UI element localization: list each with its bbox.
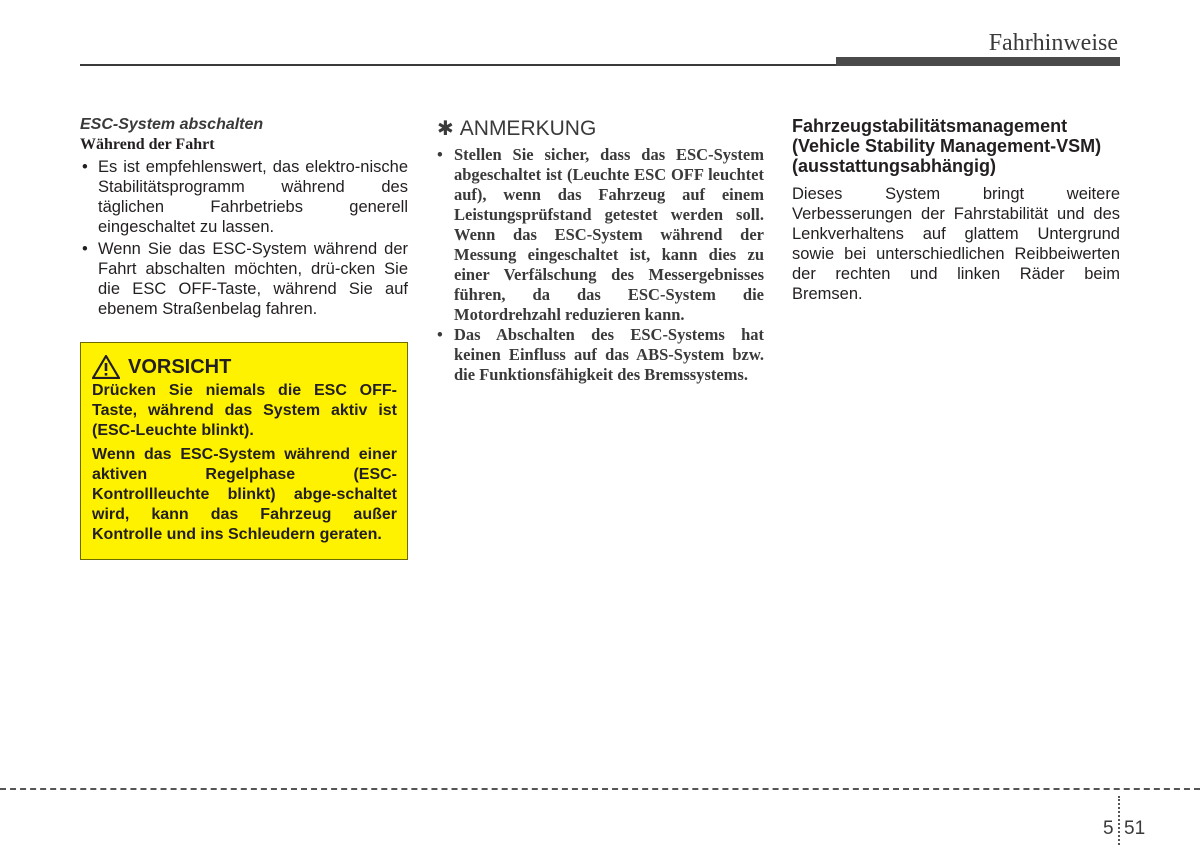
section-subheading-while-driving: Während der Fahrt [80, 136, 215, 153]
chapter-number: 5 [1103, 818, 1114, 839]
caution-heading [92, 355, 397, 379]
column-left [80, 116, 408, 560]
header-rule-thin [80, 64, 836, 66]
caution-box [80, 342, 408, 560]
footer-divider [0, 788, 1200, 790]
list-item-text: Stellen Sie sicher, dass das ESC-System abgeschaltet ist (Leuchte ESC OFF leuchtet auf), wenn das Fahrzeug auf einem Leistungsprüfstand getestet werden soll. Wenn das ESC-System während der Messung eingeschaltet ist, kann dies zu einer Verfälschung des Messergebnisses führen, da das ESC-System die Motordrehzahl reduzieren kann. [454, 145, 764, 324]
section-subheading: ESC-System abschalten [80, 116, 264, 133]
vsm-heading: Fahrzeugstabilitätsmanagement (Vehicle Stability Management-VSM) (ausstattungsabhängig) [792, 116, 1102, 176]
bullet-icon: • [82, 240, 88, 258]
column-middle [437, 116, 764, 385]
list-item [437, 145, 764, 325]
caution-paragraph: Wenn das ESC-System während einer aktiven Regelphase (ESC-Kontrollleuchte blinkt) abge-schaltet wird, kann das Fahrzeug außer Kontrolle und ins Schleudern geraten. [92, 446, 397, 543]
bullet-list [80, 157, 408, 319]
list-item-text: Es ist empfehlenswert, das elektro-nische Stabilitätsprogramm während des täglichen Fahrbetriebs generell eingeschaltet zu lassen. [98, 158, 408, 236]
list-item-text: Wenn Sie das ESC-System während der Fahrt abschalten möchten, drü-cken Sie die ESC OFF-Taste, während Sie auf ebenem Straßenbelag fahren. [98, 240, 408, 318]
bullet-icon: • [82, 158, 88, 176]
page-number: 51 [1124, 818, 1146, 839]
caution-title: VORSICHT [128, 355, 232, 378]
note-list [437, 145, 764, 385]
list-item [80, 239, 408, 319]
list-item-text: Das Abschalten des ESC-Systems hat keinen Einfluss auf das ABS-System bzw. die Funktionsfähigkeit des Bremssystems. [454, 325, 764, 384]
bullet-icon: • [437, 145, 443, 164]
note-heading [437, 116, 764, 141]
bullet-icon: • [437, 325, 443, 344]
warning-triangle-icon [92, 355, 120, 379]
list-item [437, 325, 764, 385]
column-right [792, 116, 1120, 304]
note-title: ANMERKUNG [459, 116, 597, 140]
vsm-body-text: Dieses System bringt weitere Verbesserungen der Fahrstabilität und des Lenkverhaltens auf glattem Untergrund sowie bei unterschiedlichen Reibbeiwerten der rechten und linken Räder beim Bremsen. [792, 185, 1120, 303]
list-item [80, 157, 408, 237]
header-rule-thick [836, 57, 1120, 66]
asterisk-icon: ✱ [437, 118, 454, 140]
caution-paragraph: Drücken Sie niemals die ESC OFF-Taste, während das System aktiv ist (ESC-Leuchte blinkt). [92, 382, 397, 439]
page-number-separator [1118, 796, 1120, 845]
page-header-title: Fahrhinweise [988, 30, 1118, 56]
